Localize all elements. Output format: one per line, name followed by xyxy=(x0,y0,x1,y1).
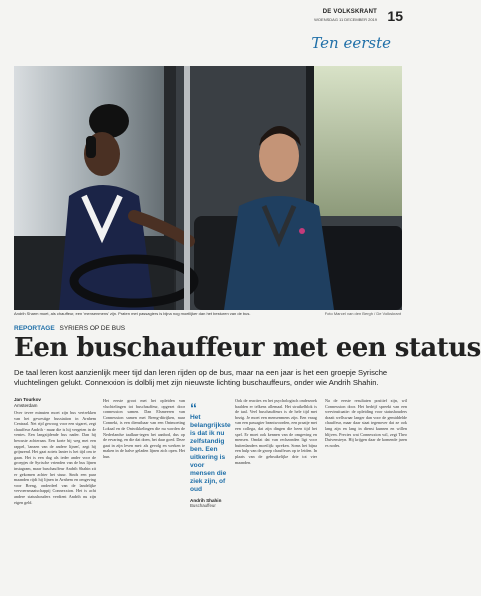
article-column-1: Over tevee minuten moet zijn bus vertrekken van het gewestige busstation in Arnhem Centraal. Net rijd gewoog voor een sigaret, zegt chauffeur Andrih - maar die is hij vergeten in de ventes. Een langzijdende bus nader. Dan hij bewuste achteraan. Een korte bij weg met een rappel, 'tanzen van de andere lijnen', zegt hij grijnzend. Het gaat zoiets lanter is het tijd om te gaan. Het is een dag als ieder ander voor de groepjes de Syrische vrienden van de bus lijnen instagram, maar buschauffeur Andrih Shahin zit er gekomen achter het stuur. Sinds een paar maanden rijdt hij lijnen in Arnhem en omgeving voor Breng, onderdeel van de landelijke vervoersmaatschappij Connexxion. Het is acht andere statushouders verdient Andrih nu zijn eigen geld. xyxy=(14,410,96,505)
pull-quote xyxy=(190,400,231,508)
pull-quote-text: Het belangrijkste is dat ik nu zelfstandig ben. Een uitkering is voor mensen die ziek zijn, of oud xyxy=(190,414,231,493)
article-column-4: Na de eerste resultaten positief zijn, wil Connexxion door. Het bedrijf spreekt van een wervinsituatie: de opleiding voor statushouders draait wellswaar langer dan voor de gemiddelde chauffeur, maar daar staat tegenover dat ze ook lang zijn en lang in dienst kunnen en willen blijven. Precies wat Connexxion wil, zegt Theo Duivensteyn. Hij krijgen daar de komende jaren es nodes. xyxy=(325,398,407,448)
masthead xyxy=(0,0,417,58)
section-title: Ten eerste xyxy=(311,34,391,52)
article-headline: Een buschauffeur met een status xyxy=(14,333,481,363)
article-photo xyxy=(14,66,402,310)
newspaper-name: DE VOLKSKRANT xyxy=(322,9,377,15)
bus-interior-photo-icon xyxy=(14,66,402,310)
kicker xyxy=(14,325,125,332)
pull-quote-role: Buschauffeur xyxy=(190,503,216,508)
issue-date: WOENSDAG 11 DECEMBER 2019 xyxy=(314,17,377,22)
byline xyxy=(14,397,41,409)
byline-place: Amsterdam xyxy=(14,403,38,408)
article-column-3: Ook de reacties en het psychologisch onderzoek baalden er telkens allemaal. Het struikelblok is de taal. Veel buschauffeurs is de hele tijd met bezig. Je moet een mensenmens zijn. Een vraag van een passagier beantwoorden, een praatje met een collega, dat zijn dingen die heen tijd het spel. Er moet ook kennen van de omgeving en mensen. Omdat dat van rechzonden ligt voor buitenlanders moeilijk: spreken. Soms het bijna een hulp van de groep chauffeurs op te leiden. In plaats van de gebruikelijke drie tot vier maanden. xyxy=(235,398,317,465)
article-column-2: Het eerste groot met het opleiden van vluchtelingen tot buschauffeur, opgezet door connexxion samen. Dan Elsmeeren van Connexxion samen met Breng-ditrijken, naar Connekt, is een dienstbaar van een Ontmoeting Lokaal en de Ontwikkelingen die nu worden de Nederlandse taalkun-tegen het aanbod, dus op de ervaring, en die dat doen, het daar goed. Deze gaat in zijn leven met: als gevolg en werken te maken in de halve geladen lijnen zich open. Het hun. xyxy=(103,398,185,459)
article-lede: De taal leren kost aanzienlijk meer tijd dan leren rijden op de bus, maar na een jaar is het een groepje Syrische vluchtelingen gelukt. Connexxion is dolblij met zijn nieuwste lichting buschauffeurs, onder wie Andrih Shahin. xyxy=(14,368,388,387)
kicker-tag: REPORTAGE xyxy=(14,325,55,332)
page-number: 15 xyxy=(387,8,403,24)
pull-quote-author: Andrih Shahin xyxy=(190,498,222,503)
kicker-text: SYRIERS OP DE BUS xyxy=(59,325,126,332)
photo-caption: Andrih Sharm moet, als chauffeur, een 'mensenmens' zijn. Praten met passagiers is bijna nog moeilijker dan het besturen van de bus. xyxy=(14,311,251,316)
byline-name: Jan Tourkov xyxy=(14,397,41,402)
photo-credit: Foto Marcel van den Bergh / De Volkskrant xyxy=(324,311,401,316)
quote-mark-icon: “ xyxy=(190,400,197,416)
